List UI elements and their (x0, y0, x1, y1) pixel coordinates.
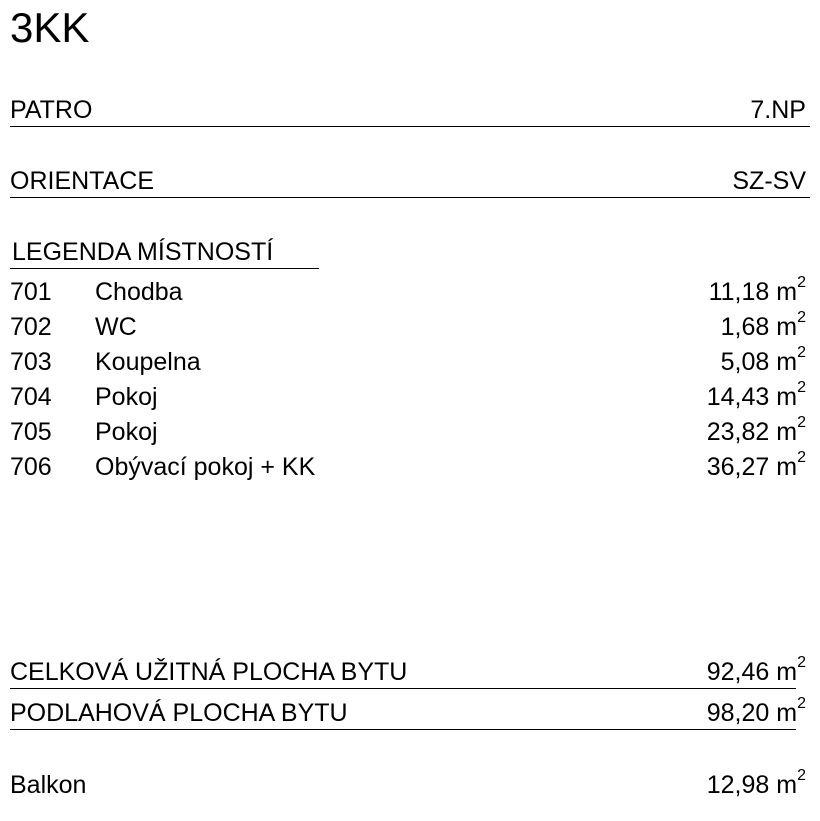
room-number: 702 (10, 313, 52, 341)
usable-area-value: 92,46 $m^2$ (706, 653, 806, 686)
room-row (0, 273, 820, 307)
room-number: 705 (10, 418, 52, 446)
legend-heading: LEGENDA MÍSTNOSTÍ (12, 238, 274, 266)
page-title: 3KK (10, 4, 90, 51)
room-number: 701 (10, 278, 52, 306)
room-area: 14,43 $m^2$ (706, 378, 806, 411)
room-name: Pokoj (95, 418, 158, 446)
floor-area-value: 98,20 $m^2$ (706, 694, 806, 727)
room-name: Koupelna (95, 348, 201, 376)
legend-heading-underline (10, 268, 319, 269)
usable-area-divider (10, 688, 796, 689)
room-area: 23,82 $m^2$ (706, 413, 806, 446)
floor-label: PATRO (10, 96, 93, 124)
floor-area-label: PODLAHOVÁ PLOCHA BYTU (10, 699, 348, 727)
room-row (0, 308, 820, 342)
room-number: 704 (10, 383, 52, 411)
floor-area-divider (10, 729, 796, 730)
orientation-value: SZ-SV (732, 167, 806, 195)
room-name: Obývací pokoj + KK (95, 453, 316, 481)
room-row (0, 378, 820, 412)
room-area: 1,68 $m^2$ (720, 308, 806, 341)
room-row (0, 448, 820, 482)
room-number: 706 (10, 453, 52, 481)
orientation-label: ORIENTACE (10, 167, 154, 195)
balcony-label: Balkon (10, 771, 87, 799)
floor-divider (10, 126, 810, 127)
room-name: WC (95, 313, 137, 341)
orientation-divider (10, 197, 810, 198)
room-area: 11,18 $m^2$ (708, 273, 806, 306)
floor-value: 7.NP (750, 96, 806, 124)
room-name: Chodba (95, 278, 183, 306)
room-row (0, 413, 820, 447)
room-area: 5,08 $m^2$ (720, 343, 806, 376)
balcony-value: 12,98 $m^2$ (706, 766, 806, 799)
room-row (0, 343, 820, 377)
usable-area-label: CELKOVÁ UŽITNÁ PLOCHA BYTU (10, 658, 408, 686)
room-name: Pokoj (95, 383, 158, 411)
room-area: 36,27 $m^2$ (706, 448, 806, 481)
room-number: 703 (10, 348, 52, 376)
